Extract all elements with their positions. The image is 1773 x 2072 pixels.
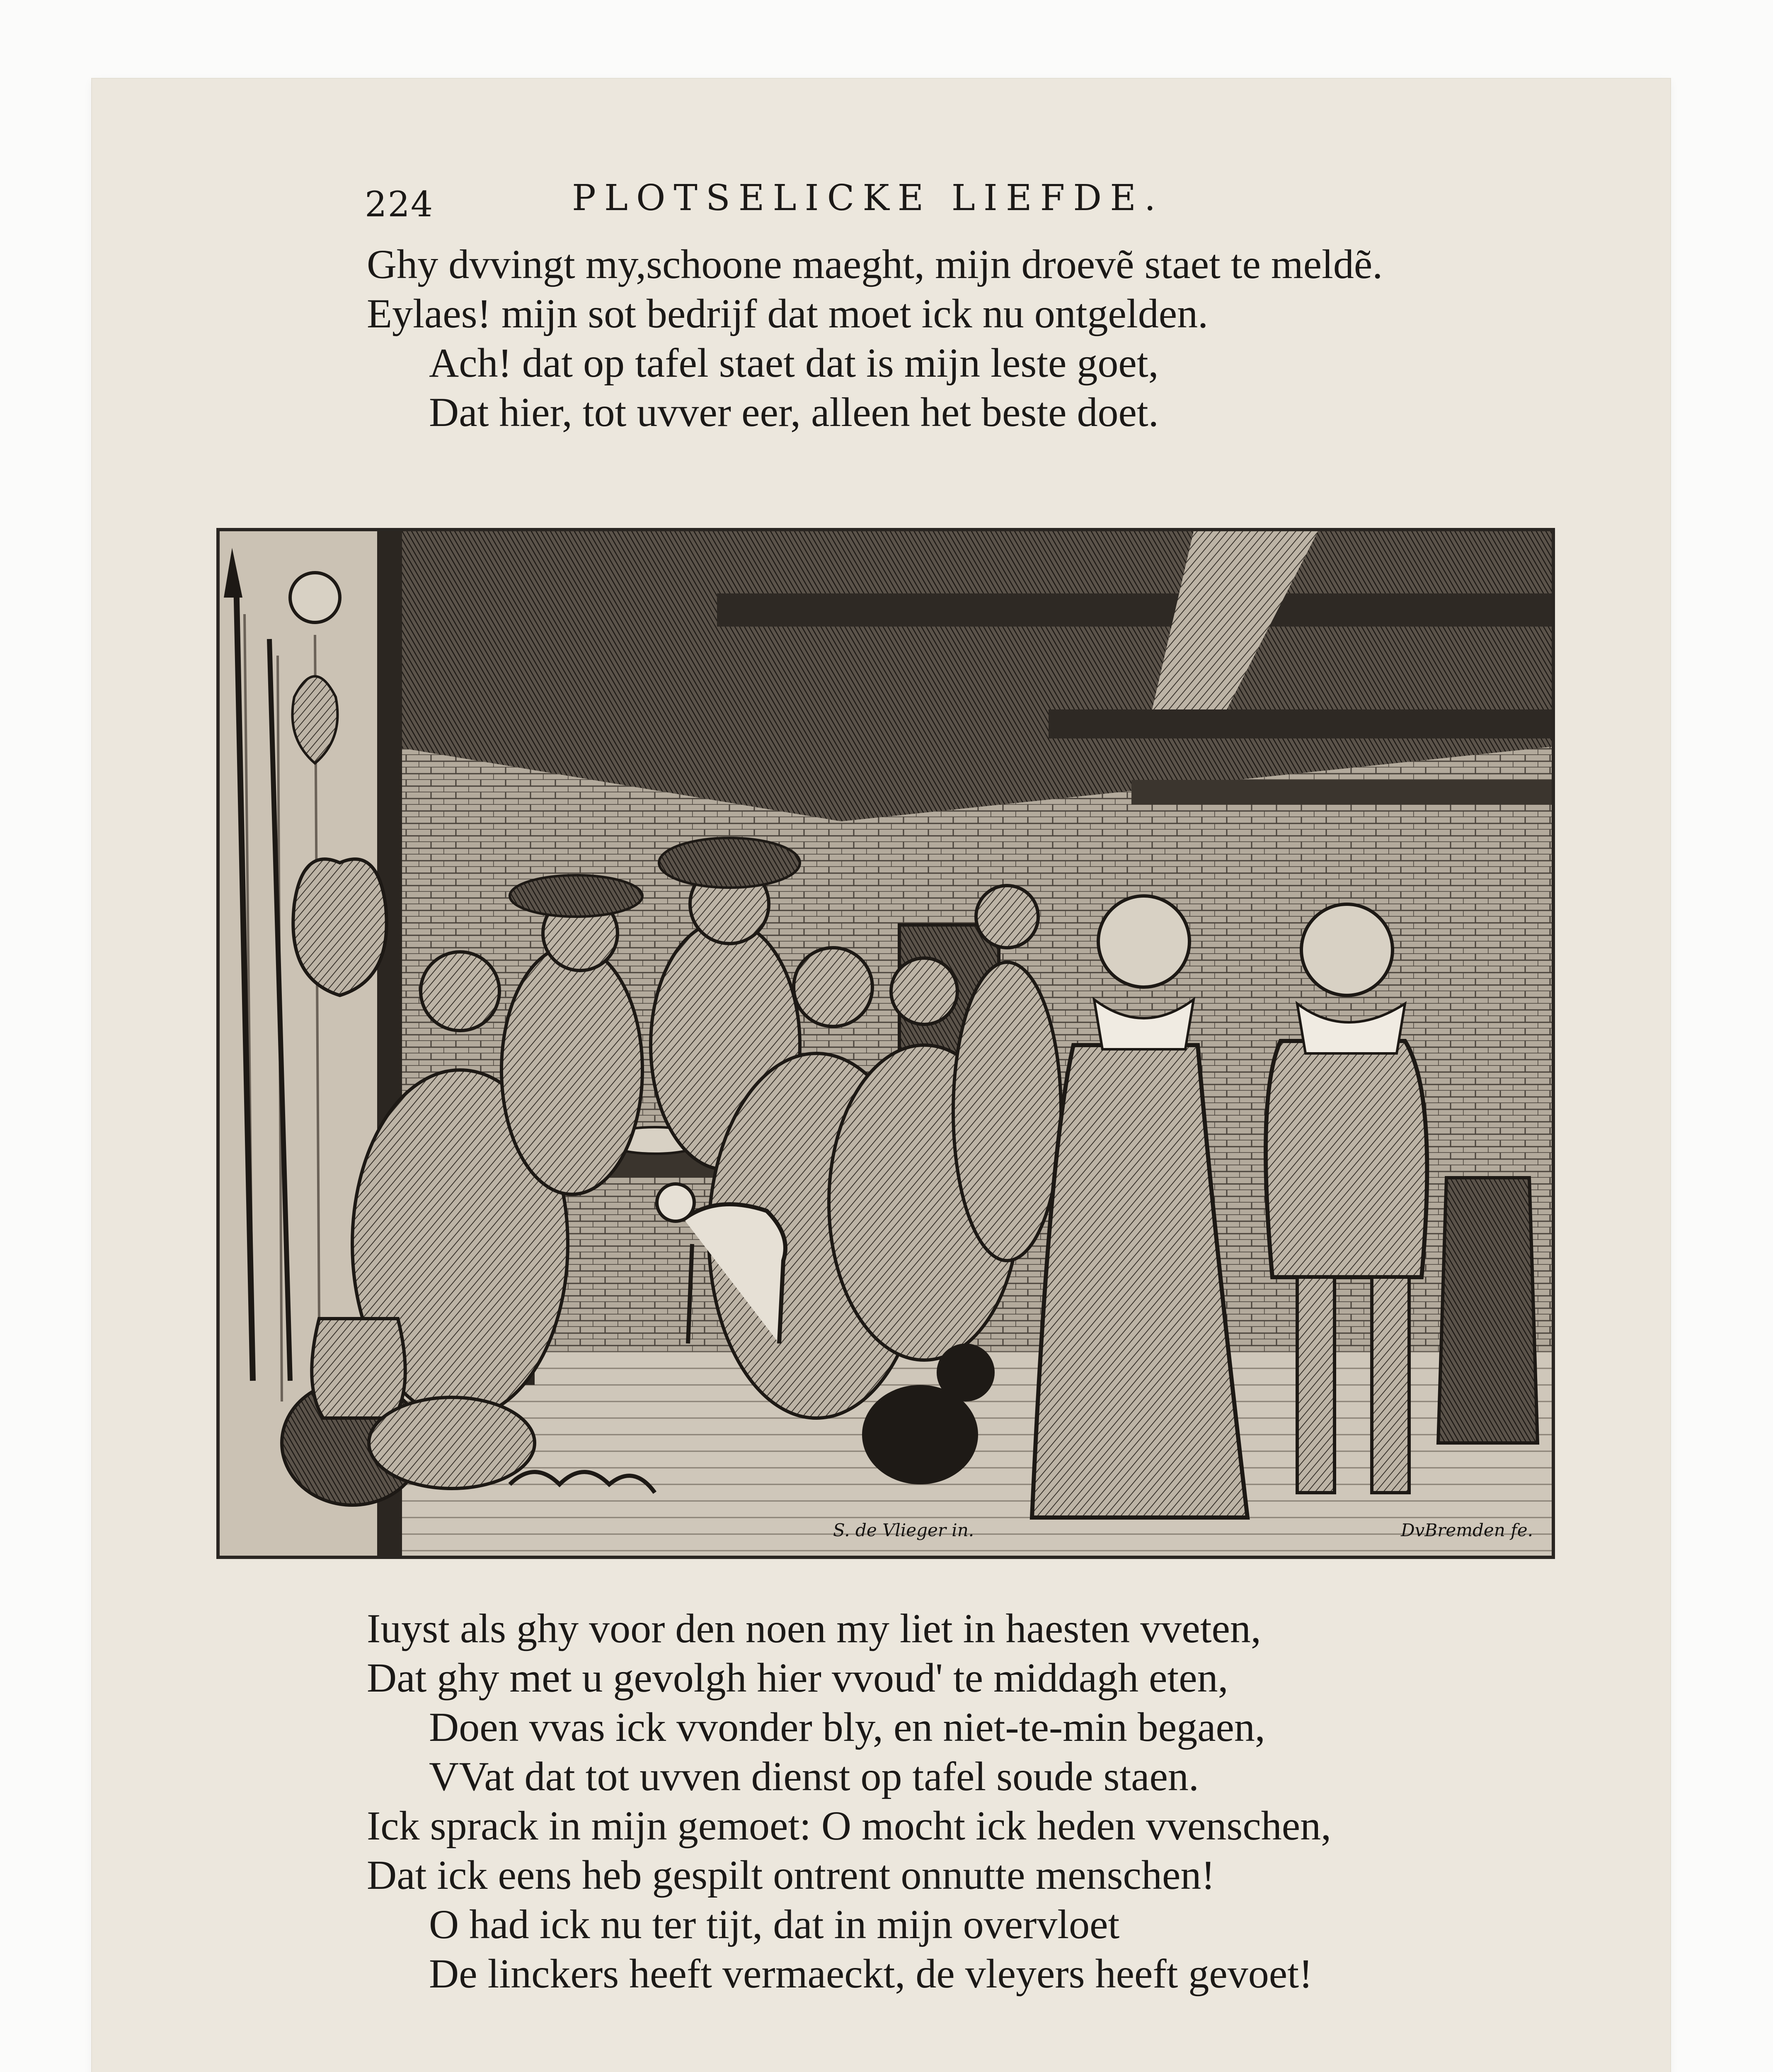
artist-signature: S. de Vlieger in. bbox=[833, 1520, 974, 1540]
verse-line: O had ick nu ter tijt, dat in mijn overvloet bbox=[429, 1901, 1120, 1947]
verse-top bbox=[367, 240, 1383, 437]
verse-line: Dat hier, tot uvver eer, alleen het beste doet. bbox=[429, 389, 1159, 435]
page-number: 224 bbox=[365, 184, 434, 225]
engraving-illustration bbox=[216, 528, 1555, 1559]
verse-line: Iuyst als ghy voor den noen my liet in haesten vveten, bbox=[367, 1605, 1261, 1651]
verse-line: Ach! dat op tafel staet dat is mijn leste goet, bbox=[429, 340, 1159, 386]
verse-line: Dat ick eens heb gespilt ontrent onnutte menschen! bbox=[367, 1852, 1215, 1898]
verse-line: Ick sprack in mijn gemoet: O mocht ick heden vvenschen, bbox=[367, 1803, 1332, 1849]
verse-line: Dat ghy met u gevolgh hier vvoud' te middagh eten, bbox=[367, 1655, 1228, 1701]
verse-line: VVat dat tot uvven dienst op tafel soude staen. bbox=[429, 1753, 1199, 1799]
engraving-scene bbox=[220, 531, 1552, 1556]
verse-bottom bbox=[367, 1604, 1331, 1998]
verse-line: Eylaes! mijn sot bedrijf dat moet ick nu ontgelden. bbox=[367, 290, 1209, 336]
engraver-signature: DvBremden fe. bbox=[1401, 1520, 1533, 1540]
verse-line: De linckers heeft vermaeckt, de vleyers heeft gevoet! bbox=[429, 1951, 1313, 1997]
running-title: PLOTSELICKE LIEFDE. bbox=[572, 177, 1164, 219]
verse-line: Ghy dvvingt my,schoone maeght, mijn droevẽ staet te meldẽ. bbox=[367, 241, 1383, 287]
verse-line: Doen vvas ick vvonder bly, en niet-te-min begaen, bbox=[429, 1704, 1265, 1750]
